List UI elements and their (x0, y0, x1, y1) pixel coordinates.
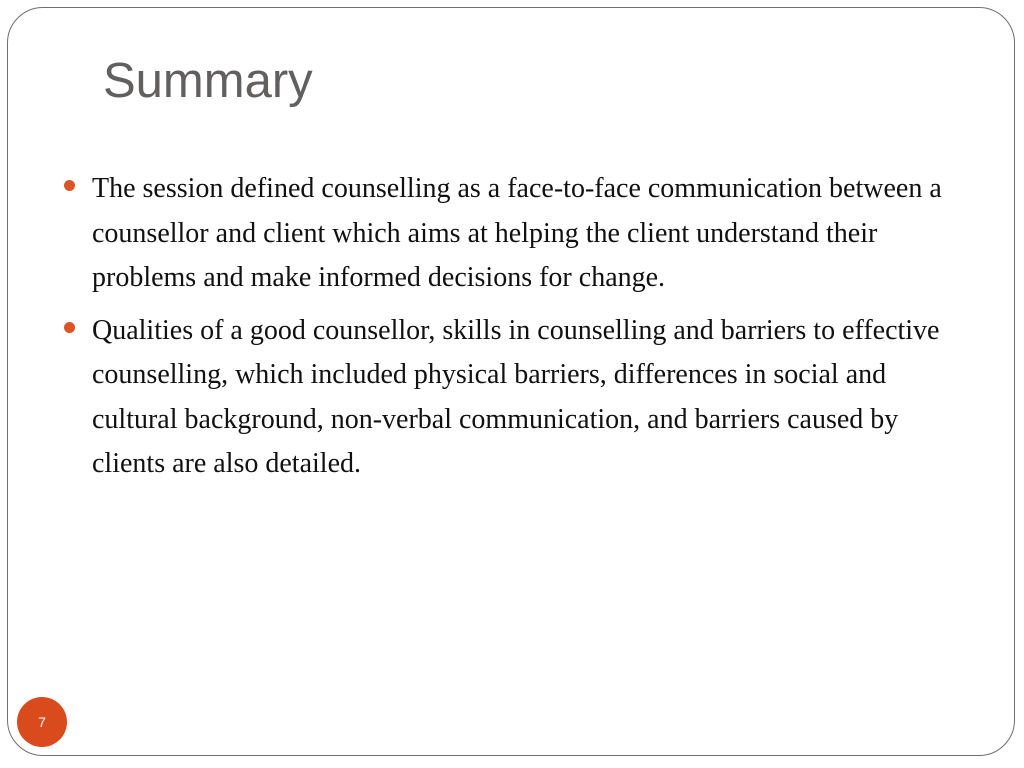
bullet-item (64, 309, 964, 487)
page-number: 7 (38, 714, 46, 730)
bullet-item (64, 167, 964, 301)
page-number-badge (17, 697, 67, 747)
bullet-dot-icon (64, 180, 75, 191)
bullet-list (64, 167, 964, 495)
bullet-text: Qualities of a good counsellor, skills in counselling and barriers to effective counselling, which included physical barriers, differences in social and cultural background, non-verbal communication, and barriers caused by clients are also detailed. (92, 314, 940, 479)
bullet-text: The session defined counselling as a face-to-face communication between a counsellor and client which aims at helping the client understand their problems and make informed decisions for change. (92, 173, 942, 293)
bullet-dot-icon (64, 322, 75, 333)
slide-title: Summary (103, 54, 313, 108)
